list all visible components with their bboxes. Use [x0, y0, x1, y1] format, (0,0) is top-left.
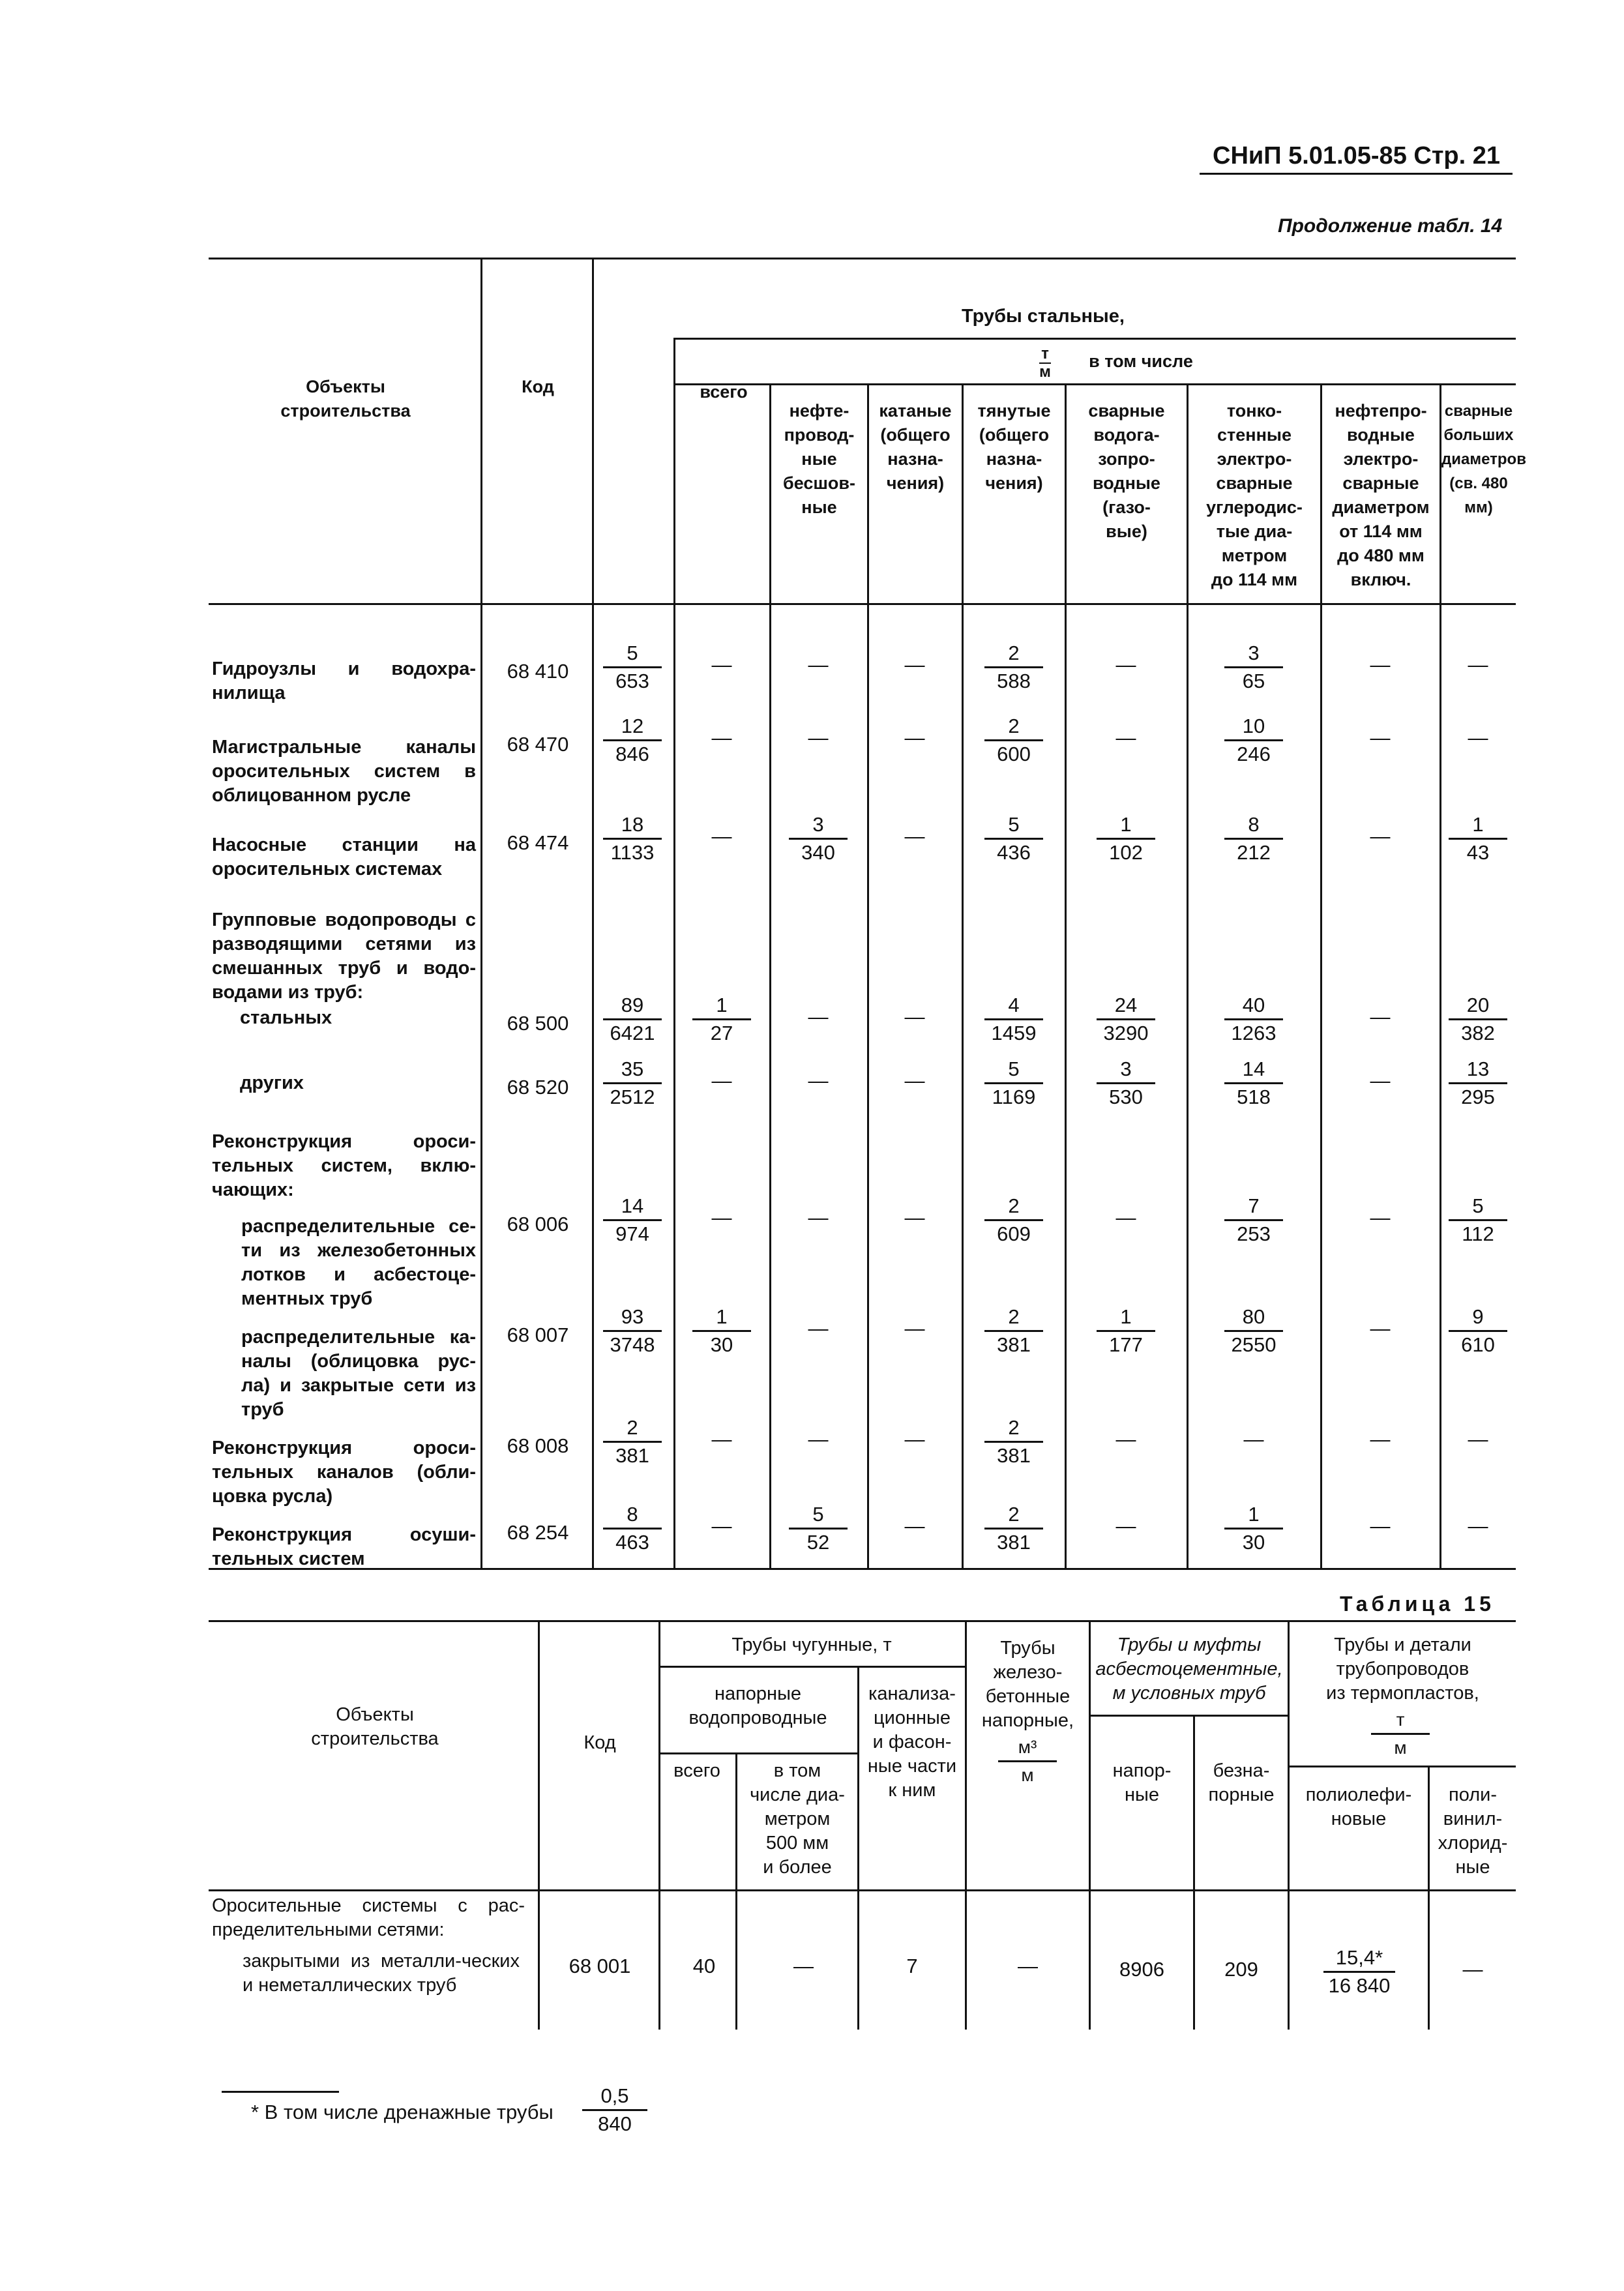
col-header-drawn: тянутые (общего назна- чения) [977, 401, 1051, 493]
table14-cell-fraction [1224, 640, 1283, 694]
table15-castiron-rule [658, 1666, 965, 1668]
t15-header-sewer: канализа- ционные и фасон- ные части к ним [867, 1683, 957, 1801]
fraction-denominator: 1133 [610, 841, 655, 864]
table14-cell-fraction [984, 640, 1043, 694]
fraction-numerator: 3 [789, 812, 848, 840]
fraction-denominator: 463 [615, 1531, 649, 1554]
table14-row-name: распределительные се-ти из железобетонных лотков и асбестоце-ментных труб [241, 1216, 476, 1309]
fraction-numerator: 2 [984, 1415, 1043, 1443]
table15-top-rule [209, 1620, 1516, 1622]
table14-cell-fraction [1224, 1501, 1283, 1556]
fraction-numerator: 5 [603, 640, 662, 668]
fraction-numerator: 3 [1097, 1056, 1155, 1084]
table14-cell-dash: — [711, 1515, 732, 1537]
table14-cell-fraction [603, 992, 662, 1046]
table14-cell-fraction [1449, 1304, 1507, 1358]
fraction-denominator: 1169 [992, 1086, 1036, 1108]
fraction-denominator: 52 [806, 1531, 830, 1554]
table14-cell-fraction [1097, 992, 1155, 1046]
page-header: СНиП 5.01.05-85 Стр. 21 [1213, 142, 1501, 170]
table14-cell-fraction [984, 1193, 1043, 1247]
table14-vline [480, 258, 482, 1568]
fraction-denominator: 381 [997, 1333, 1031, 1356]
table14-cell-dash: — [1370, 726, 1391, 749]
table14-row-name: Реконструкция осуши-тельных систем [212, 1524, 476, 1569]
fraction-numerator: 5 [1449, 1193, 1507, 1221]
table14-cell-dash: — [1115, 1206, 1136, 1229]
t15-header-total: всего [673, 1760, 720, 1781]
t15-header-asb-nonpressure: безна- порные [1208, 1760, 1275, 1805]
table14-cell-fraction [789, 1501, 848, 1556]
fraction-denominator: 381 [997, 1444, 1031, 1467]
fraction-numerator: 14 [1224, 1056, 1283, 1084]
table14-cell-dash: — [1468, 653, 1488, 676]
fraction-numerator: 14 [603, 1193, 662, 1221]
t15-header-objects: Объекты строительства [311, 1704, 439, 1749]
table14-cell-dash: — [808, 653, 829, 676]
table14-cell-dash: — [904, 1069, 925, 1092]
header-underline [1200, 173, 1513, 175]
fraction-denominator: 6421 [610, 1022, 655, 1044]
rc-unit-num: м³ [998, 1734, 1057, 1762]
table14-cell-dash: — [1370, 1069, 1391, 1092]
fraction-denominator: 436 [997, 841, 1031, 864]
fraction-numerator: 2 [984, 640, 1043, 668]
fraction-denominator: 610 [1461, 1333, 1495, 1356]
table14-cell-fraction [603, 1193, 662, 1247]
table14-cell-dash: — [711, 726, 732, 749]
t15-cell-asb-pressure: 8906 [1119, 1958, 1164, 1981]
table14-cell-dash: — [808, 1317, 829, 1340]
table14-cell-fraction [984, 1501, 1043, 1556]
col-header-steel-pipes [913, 280, 1174, 398]
t15-header-cast-iron: Трубы чугунные, т [731, 1634, 892, 1655]
col-header-thin-wall: тонко- стенные электро- сварные углеродис- тые диа- метром до 114 мм [1206, 401, 1303, 589]
table14-cell-fraction [984, 992, 1043, 1046]
fraction-denominator: 30 [710, 1333, 733, 1356]
fraction-denominator: 1263 [1231, 1022, 1277, 1044]
table14-cell-dash: — [808, 1005, 829, 1028]
table14-cell-fraction [603, 1056, 662, 1110]
table14-vline [1065, 383, 1067, 1568]
fraction-numerator: 13 [1449, 1056, 1507, 1084]
table14-cell-dash: — [904, 653, 925, 676]
fraction-denominator: 600 [997, 743, 1031, 765]
table14-cell-fraction [692, 1304, 751, 1358]
fraction-denominator: 609 [997, 1222, 1031, 1245]
fraction-numerator: 20 [1449, 992, 1507, 1020]
table14-cell-dash: — [904, 1005, 925, 1028]
table14-cell-dash: — [1370, 1005, 1391, 1028]
t15-cell-polyolefin [1323, 1945, 1395, 1999]
fraction-denominator: 253 [1237, 1222, 1271, 1245]
table15-pressure-rule [658, 1752, 857, 1754]
table-continuation-label: Продолжение табл. 14 [1278, 215, 1503, 237]
table14-row-name: Гидроузлы и водохра-нилища [212, 658, 476, 703]
fraction-numerator: 1 [1097, 1304, 1155, 1332]
col-header-oil-seamless: нефте- провод- ные бесшов- ные [783, 401, 855, 517]
t15-cell-asb-nonpressure: 209 [1224, 1958, 1258, 1981]
table14-row-code: 68 410 [507, 660, 569, 683]
t15-header-code: Код [583, 1732, 616, 1753]
polyolefin-num: 15,4* [1323, 1945, 1395, 1973]
table14-cell-dash: — [1115, 1515, 1136, 1537]
table14-cell-fraction [1449, 1193, 1507, 1247]
polyolefin-den: 16 840 [1328, 1974, 1391, 1997]
table14-cell-dash: — [1370, 1206, 1391, 1229]
fraction-denominator: 212 [1237, 841, 1271, 864]
table14-cell-dash: — [711, 1428, 732, 1451]
t15-cell-pvc: — [1462, 1958, 1483, 1981]
table14-row-code: 68 254 [507, 1521, 569, 1544]
table14-cell-dash: — [1370, 1317, 1391, 1340]
fraction-numerator: 18 [603, 812, 662, 840]
table14-cell-dash: — [808, 1206, 829, 1229]
fraction-numerator: 2 [984, 1501, 1043, 1530]
table14-vline [1439, 383, 1441, 1568]
table14-cell-fraction [603, 1501, 662, 1556]
fraction-numerator: 5 [984, 1056, 1043, 1084]
fraction-denominator: 381 [615, 1444, 649, 1467]
table14-cell-fraction [603, 1415, 662, 1469]
t15-cell-code: 68 001 [568, 1955, 631, 1977]
fraction-denominator: 102 [1109, 841, 1143, 864]
footnote-den: 840 [598, 2112, 632, 2135]
table14-cell-dash: — [1468, 1515, 1488, 1537]
fraction-denominator: 3290 [1103, 1022, 1149, 1044]
table14-row-code: 68 470 [507, 733, 569, 756]
table14-cell-fraction [603, 1304, 662, 1358]
table14-cell-fraction [984, 1056, 1043, 1110]
fraction-denominator: 381 [997, 1531, 1031, 1554]
col-header-code: Код [522, 377, 554, 396]
table14-cell-fraction [1449, 992, 1507, 1046]
col-header-welded-water-gas: сварные водога- зопро- водные (газо- вые) [1088, 401, 1165, 541]
fraction-numerator: 80 [1224, 1304, 1283, 1332]
fraction-numerator: 8 [1224, 812, 1283, 840]
fraction-numerator: 4 [984, 992, 1043, 1020]
t15-header-pressure-water: напорные водопроводные [688, 1683, 827, 1728]
fraction-denominator: 846 [615, 743, 649, 765]
table14-top-rule [209, 258, 1516, 259]
t15-header-incl500: в том числе диа- метром 500 мм и более [750, 1760, 845, 1878]
table14-cell-fraction [1097, 1056, 1155, 1110]
t15-cell-sewer: 7 [906, 1955, 918, 1977]
table14-row-name: Реконструкция ороси-тельных систем, вклю-чающих: [212, 1131, 476, 1200]
fraction-numerator: 1 [1224, 1501, 1283, 1530]
table14-row-name: Магистральные каналы оросительных систем в облицованном русле [212, 737, 476, 806]
thermo-unit-den: м [1394, 1737, 1407, 1758]
table14-cell-fraction [1224, 1056, 1283, 1110]
table14-row-name: стальных [240, 1007, 332, 1028]
table14-cell-dash: — [808, 1428, 829, 1451]
table14-cell-fraction [984, 812, 1043, 866]
table14-cell-fraction [789, 812, 848, 866]
footnote-num: 0,5 [582, 2083, 647, 2111]
table14-cell-dash: — [904, 1206, 925, 1229]
table14-cell-dash: — [904, 1317, 925, 1340]
table14-row-name: других [240, 1072, 304, 1093]
table15-title: Таблица 15 [1340, 1592, 1495, 1616]
table14-cell-dash: — [1370, 1515, 1391, 1537]
fraction-denominator: 1459 [991, 1022, 1037, 1044]
fraction-numerator: 93 [603, 1304, 662, 1332]
table14-cell-dash: — [711, 653, 732, 676]
footnote-fraction [582, 2083, 647, 2137]
table14-cell-dash: — [1115, 1428, 1136, 1451]
table14-cell-dash: — [1115, 726, 1136, 749]
table14-cell-fraction [984, 1304, 1043, 1358]
fraction-numerator: 3 [1224, 640, 1283, 668]
footnote-text: * В том числе дренажные трубы [251, 2101, 554, 2123]
t15-header-polyolefin: полиолефи- новые [1305, 1784, 1412, 1829]
table14-cell-fraction [1097, 1304, 1155, 1358]
table14-row-code: 68 474 [507, 831, 569, 854]
thermo-unit-num: т [1371, 1707, 1430, 1735]
t15-header-rc: Трубы железо- бетонные напорные, [981, 1638, 1074, 1731]
table14-row-code: 68 006 [507, 1213, 569, 1235]
col-header-large-diameter: сварные больших диаметров (св. 480 мм) [1441, 402, 1526, 516]
table14-row-name: Групповые водопроводы с разводящими сетями из смешанных труб и водо-водами из труб: [212, 909, 476, 1003]
table15-asb-rule [1089, 1715, 1288, 1717]
table14-cell-dash: — [711, 825, 732, 848]
col-header-including: в том числе [1089, 351, 1193, 371]
table14-cell-fraction [603, 713, 662, 767]
fraction-denominator: 340 [801, 841, 835, 864]
table14-cell-fraction [1449, 1056, 1507, 1110]
table14-cell-dash: — [808, 1069, 829, 1092]
fraction-denominator: 177 [1109, 1333, 1143, 1356]
table14-cell-dash: — [904, 825, 925, 848]
fraction-numerator: 9 [1449, 1304, 1507, 1332]
table14-cell-fraction [603, 812, 662, 866]
fraction-denominator: 65 [1242, 670, 1265, 692]
table14-vline [962, 383, 964, 1568]
fraction-denominator: 295 [1461, 1086, 1495, 1108]
table14-vline [592, 258, 594, 1568]
table14-cell-dash: — [1468, 1428, 1488, 1451]
t15-header-rc-unit [998, 1734, 1057, 1788]
table14-cell-dash: — [1468, 726, 1488, 749]
table14-cell-fraction [1224, 992, 1283, 1046]
table14-row-code: 68 008 [507, 1434, 569, 1457]
table14-vline [867, 383, 869, 1568]
unit-fraction: т м [1039, 345, 1051, 381]
table14-cell-fraction [1224, 1193, 1283, 1247]
t15-cell-incl: — [793, 1955, 814, 1977]
fraction-numerator: 5 [789, 1501, 848, 1530]
table14-cell-dash: — [904, 726, 925, 749]
t15-row-name: закрытыми из металли-ческих и неметаллических труб [243, 1951, 520, 1996]
table14-cell-dash: — [1370, 825, 1391, 848]
fraction-numerator: 2 [984, 1304, 1043, 1332]
fraction-denominator: 246 [1237, 743, 1271, 765]
fraction-numerator: 1 [692, 1304, 751, 1332]
fraction-numerator: 2 [984, 1193, 1043, 1221]
table14-cell-fraction [692, 992, 751, 1046]
fraction-numerator: 89 [603, 992, 662, 1020]
fraction-numerator: 1 [1449, 812, 1507, 840]
table14-cell-fraction [1449, 812, 1507, 866]
table14-cell-fraction [1224, 812, 1283, 866]
col-header-objects: Объекты строительства [280, 377, 411, 421]
table14-cell-dash: — [711, 1069, 732, 1092]
table14-cell-fraction [984, 713, 1043, 767]
col-header-total: всего [700, 382, 748, 402]
table14-vline [769, 383, 771, 1568]
fraction-denominator: 27 [710, 1022, 733, 1044]
table14-row-name: Насосные станции на оросительных системах [212, 835, 476, 879]
table14-row-name: Реконструкция ороси-тельных каналов (обли-цовка русла) [212, 1438, 476, 1507]
fraction-numerator: 7 [1224, 1193, 1283, 1221]
t15-header-asb-pressure: напор- ные [1112, 1760, 1172, 1805]
fraction-numerator: 24 [1097, 992, 1155, 1020]
t15-cell-rc: — [1018, 1955, 1038, 1977]
t15-header-thermo: Трубы и детали трубопроводов из термопластов, [1326, 1634, 1479, 1704]
fraction-denominator: 588 [997, 670, 1031, 692]
table14-cell-dash: — [904, 1515, 925, 1537]
fraction-denominator: 653 [615, 670, 649, 692]
table14-row-name: распределительные ка-налы (облицовка рус-ла) и закрытые сети из труб [241, 1327, 476, 1420]
fraction-denominator: 530 [1109, 1086, 1143, 1108]
table14-cell-dash: — [1243, 1428, 1264, 1451]
table14-cell-dash: — [1370, 653, 1391, 676]
fraction-numerator: 10 [1224, 713, 1283, 741]
t15-header-thermo-unit [1371, 1707, 1430, 1761]
fraction-numerator: 2 [603, 1415, 662, 1443]
t15-row-name: Оросительные системы с рас-пределительными сетями: [212, 1895, 525, 1940]
fraction-denominator: 382 [1461, 1022, 1495, 1044]
fraction-denominator: 112 [1462, 1222, 1494, 1245]
table14-cell-fraction [984, 1415, 1043, 1469]
col-header-oil-electrowelded: нефтепро- водные электро- сварные диаметром от 114 мм до 480 мм включ. [1332, 401, 1430, 589]
fraction-denominator: 518 [1237, 1086, 1271, 1108]
fraction-numerator: 5 [984, 812, 1043, 840]
footnote-rule [222, 2091, 339, 2093]
fraction-denominator: 30 [1242, 1531, 1265, 1554]
fraction-denominator: 974 [615, 1222, 649, 1245]
fraction-numerator: 40 [1224, 992, 1283, 1020]
table14-vline [673, 338, 675, 1568]
fraction-numerator: 1 [692, 992, 751, 1020]
rc-unit-den: м [1021, 1765, 1034, 1785]
fraction-denominator: 43 [1466, 841, 1490, 864]
fraction-numerator: 8 [603, 1501, 662, 1530]
table14-cell-fraction [1097, 812, 1155, 866]
table15-header-rule [209, 1889, 1516, 1891]
table14-cell-dash: — [1115, 653, 1136, 676]
fraction-numerator: 1 [1097, 812, 1155, 840]
fraction-numerator: 35 [603, 1056, 662, 1084]
t15-header-pvc: поли- винил- хлорид- ные [1438, 1784, 1508, 1878]
table14-cell-dash: — [711, 1206, 732, 1229]
fraction-numerator: 2 [984, 713, 1043, 741]
fraction-denominator: 2550 [1231, 1333, 1277, 1356]
table14-cell-fraction [1224, 1304, 1283, 1358]
col-header-rolled: катаные (общего назна- чения) [879, 401, 952, 493]
table14-cell-dash: — [808, 726, 829, 749]
fraction-numerator: 12 [603, 713, 662, 741]
table15-vline [538, 1620, 540, 2030]
table14-cell-dash: — [1370, 1428, 1391, 1451]
t15-cell-total: 40 [692, 1955, 716, 1977]
fraction-denominator: 2512 [610, 1086, 655, 1108]
fraction-denominator: 3748 [610, 1333, 655, 1356]
t15-header-asb: Трубы и муфты асбестоцементные, м условных труб [1095, 1634, 1283, 1704]
table14-cell-fraction [1224, 713, 1283, 767]
table15-thermo-rule [1288, 1766, 1516, 1767]
steel-pipes-label: Трубы стальные, [962, 306, 1125, 327]
table14-row-code: 68 007 [507, 1323, 569, 1346]
table14-row-code: 68 500 [507, 1012, 569, 1035]
table14-row-code: 68 520 [507, 1076, 569, 1099]
table14-cell-fraction [603, 640, 662, 694]
table14-cell-dash: — [904, 1428, 925, 1451]
